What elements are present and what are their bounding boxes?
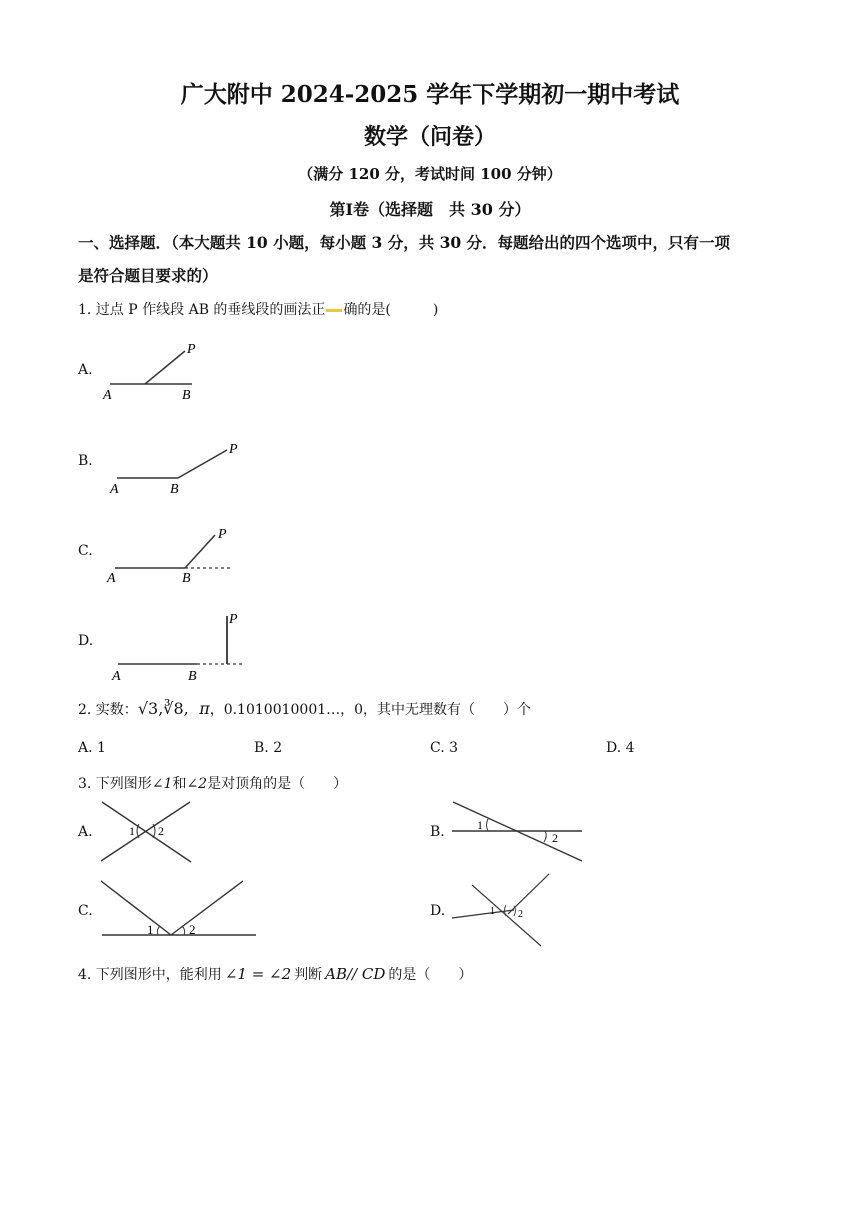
q1-figure-a [100,338,200,404]
q4-stem-part-c: 的是（ ） [388,967,473,983]
angle-mark-1: 1 [477,818,483,832]
q2-option-c: C. 3 [430,740,459,756]
q1-stem [78,299,438,319]
q3-figure-a [98,798,198,866]
q3-figure-d [448,870,556,950]
q3-figure-c [98,878,260,940]
q3-stem-part-a: 3. 下列图形 [78,776,152,792]
q1-figure-d [110,606,250,684]
point-label-a: A [110,482,119,496]
score-note: （满分 120 分，考试时间 100 分钟） [298,165,562,183]
point-label-a: A [112,669,121,684]
part-title: 第Ⅰ卷（选择题 共 30 分） [329,200,531,219]
angle-mark-1: 1 [147,922,154,937]
exam-subject: 数学（问卷） [363,124,496,150]
q3-option-a-label: A. [78,824,93,840]
q2-stem-rest: ，0.1010010001…，0，其中无理数有（ ）个 [209,702,532,718]
q1-figure-c [100,522,240,586]
q2-option-b: B. 2 [254,740,283,756]
point-label-a: A [107,571,116,586]
point-label-p: P [229,612,238,627]
q3-figure-b [448,798,588,866]
q3-option-c-label: C. [78,903,93,919]
exam-title: 广大附中 2024-2025 学年下学期初一期中考试 [180,81,680,108]
highlight-mark [326,309,342,312]
q4-condition: ∠1 = ∠2 [224,965,292,983]
point-label-b: B [170,482,179,496]
q4-stem-part-b: 判断 [294,967,323,983]
q1-stem-part-b: 确的是( ) [343,302,439,318]
angle-mark-2: 2 [518,909,523,920]
q1-figure-b [105,438,245,496]
point-label-a: A [103,388,112,403]
q4-stem [78,964,472,984]
q3-angle2: ∠2 [186,776,208,792]
angle-mark-1: 1 [490,906,495,917]
angle-mark-2: 2 [552,831,558,845]
section-instruction-line2: 是符合题目要求的） [78,266,218,285]
q2-pi: π [199,699,210,718]
point-label-p: P [229,442,238,457]
point-label-b: B [182,571,191,586]
q2-stem-prefix: 2. 实数： [78,702,138,718]
q2-option-a: A. 1 [78,740,106,756]
q3-stem-mid: 和 [172,776,187,792]
q1-option-c-label: C. [78,543,93,559]
q3-angle1: ∠1 [151,776,173,792]
q1-option-d-label: D. [78,633,94,649]
angle-mark-2: 2 [189,922,196,937]
point-label-b: B [188,669,197,684]
q1-stem-part-a: 1. 过点 P 作线段 AB 的垂线段的画法正 [78,302,326,318]
q2-stem [78,699,531,719]
point-label-p: P [187,342,196,357]
q4-relation: AB// CD [325,965,386,983]
q1-option-a-label: A. [78,362,93,378]
section-instruction-line1: 一、选择题．（本大题共 10 小题，每小题 3 分，共 30 分．每题给出的四个选项中，只有一项 [78,233,731,252]
q1-option-b-label: B. [78,453,93,469]
q2-math-roots: √3,∛8, [137,699,189,718]
q4-stem-part-a: 4. 下列图形中，能利用 [78,967,222,983]
q3-option-d-label: D. [430,903,446,919]
q3-option-b-label: B. [430,824,445,840]
q2-option-d: D. 4 [606,740,635,756]
point-label-b: B [182,388,191,403]
q3-stem [78,773,347,793]
q3-stem-part-b: 是对顶角的是（ ） [207,776,348,792]
angle-mark-2: 2 [158,824,164,838]
point-label-p: P [218,527,227,542]
angle-mark-1: 1 [129,824,135,838]
